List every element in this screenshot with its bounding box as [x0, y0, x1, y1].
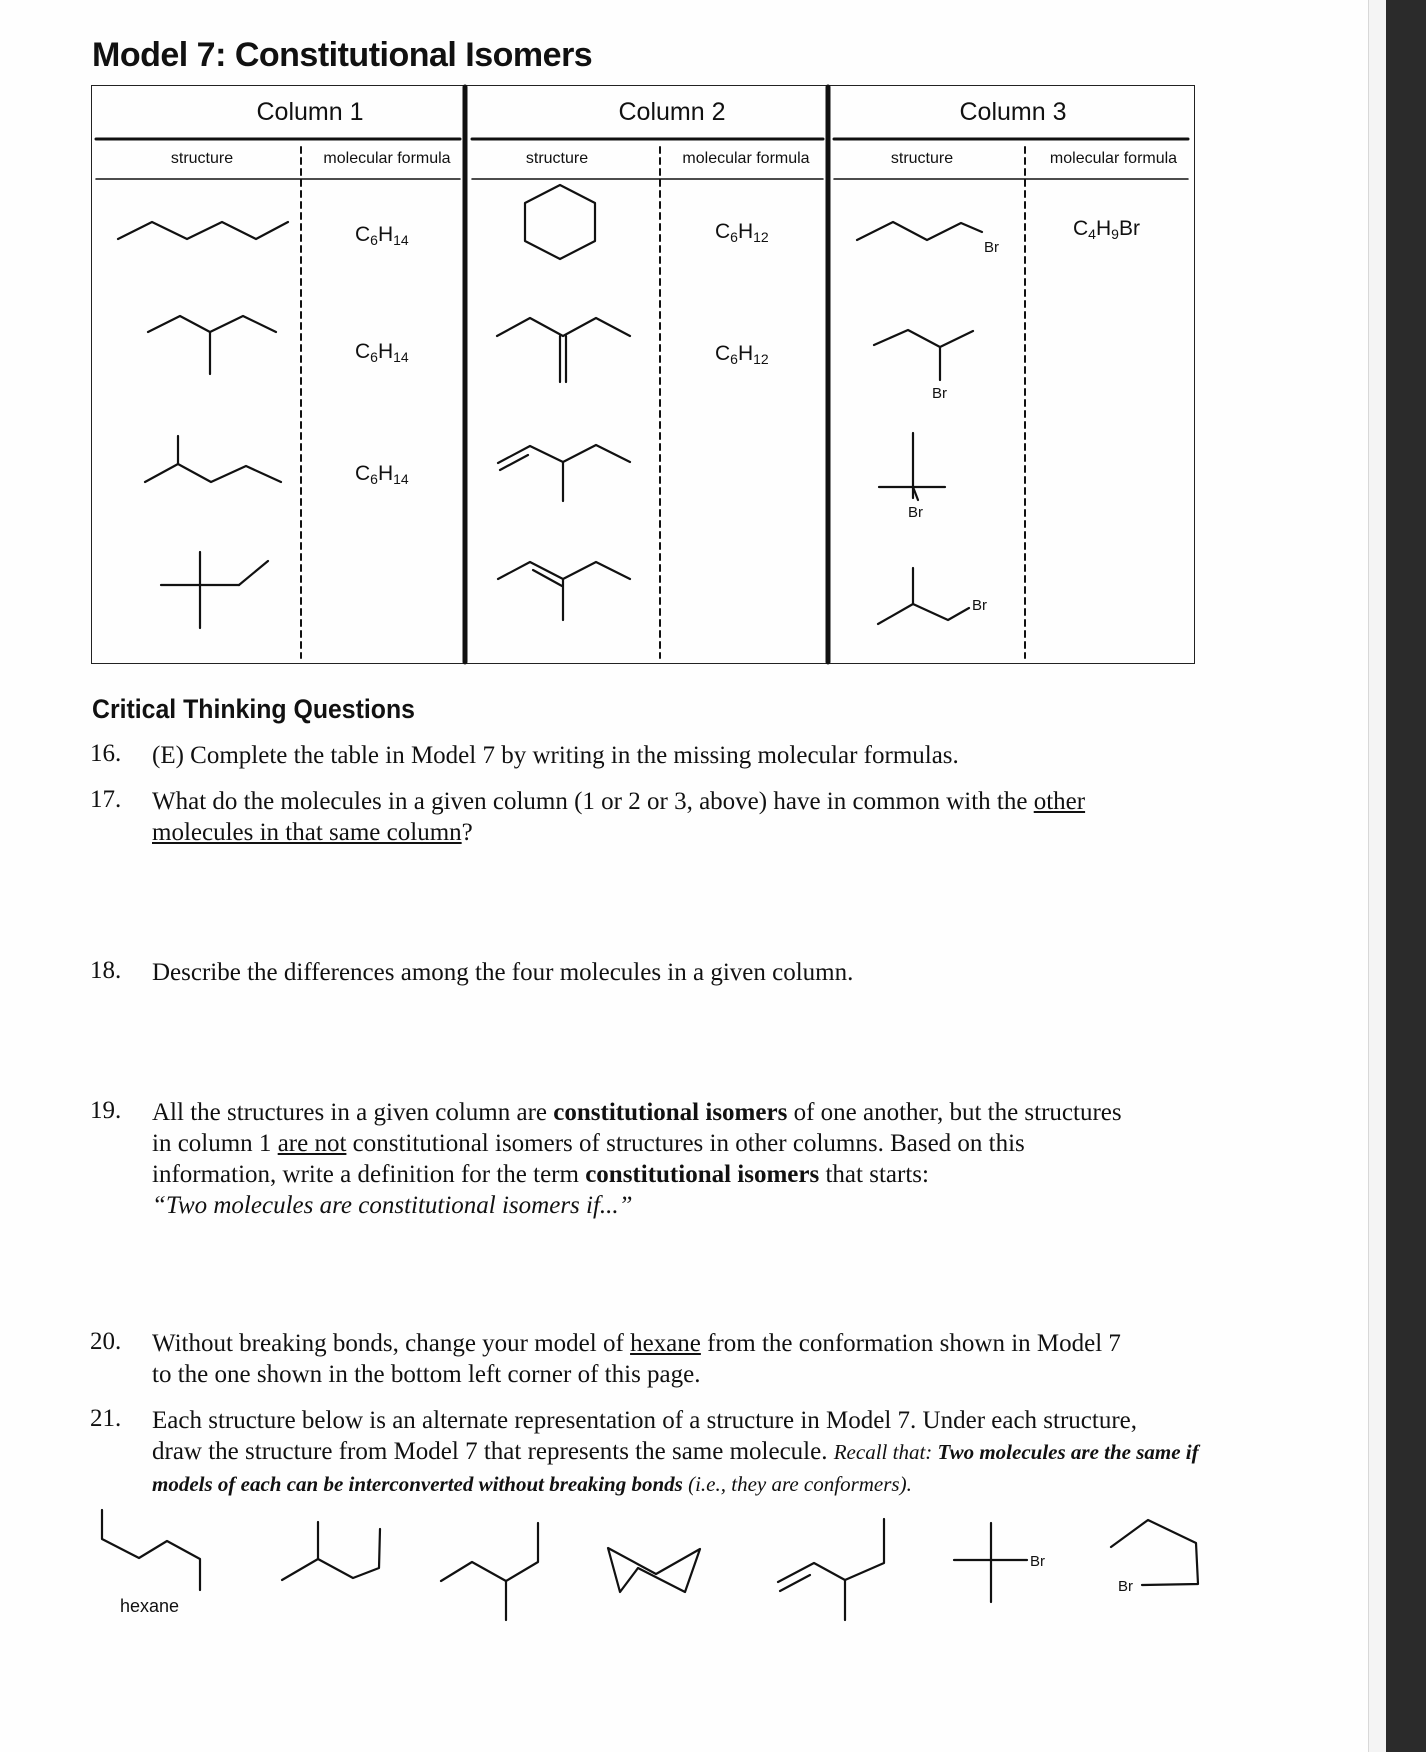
hexane-label: hexane [120, 1596, 180, 1616]
alt-structure-7 [1111, 1520, 1198, 1585]
column-2-title: Column 2 [618, 98, 726, 126]
q20-text: Without breaking bonds, change your model of hexane from the conformation shown in Model 7 to the one shown in the bottom left corner of this page. [152, 1330, 1121, 1388]
hexane-structure [118, 222, 288, 239]
alt-structure-5 [778, 1519, 884, 1582]
chair-cyclohexane-alt [608, 1548, 700, 1592]
alkene-2-double-bond [500, 455, 528, 470]
q20-number: 20. [90, 1328, 122, 1355]
cyclohexane-structure [525, 185, 595, 259]
br-label-3: Br [908, 504, 923, 521]
column-1-title: Column 1 [256, 98, 364, 126]
col2-formula-header: molecular formula [682, 150, 810, 167]
br-label-1: Br [984, 239, 999, 256]
column-3-title: Column 3 [959, 98, 1067, 126]
br-label-2: Br [932, 385, 947, 402]
1-bromobutane-structure [857, 222, 982, 240]
alkene-3-double-bond [533, 570, 562, 586]
hexane-alt-conformer [102, 1510, 200, 1590]
q16-text: (E) Complete the table in Model 7 by writing in the missing molecular formulas. [152, 742, 959, 769]
q19-text: All the structures in a given column are constitutional isomers of one another, but the structures in column 1 are not constitutional isomers of structures in other columns. Based on this information, write a definition for the term constitutional isomers that starts: “Two molecules are constitutional isomers if...” [152, 1099, 1122, 1219]
q19-number: 19. [90, 1097, 122, 1124]
3-methylpentane-structure [145, 464, 281, 482]
col1-formula-3: $C_6H_{14}$ [355, 462, 409, 487]
q21-text: Each structure below is an alternate representation of a structure in Model 7. Under each structure, draw the structure from Model 7 that represents the same molecule. Recall that: Two molecules are the same if models of each can be interconverted without breaking bonds (i.e., they are conformers). [152, 1407, 1199, 1496]
2-bromobutane-structure [874, 330, 973, 347]
col1-formula-2: $C_6H_{14}$ [355, 340, 409, 365]
col2-formula-1: $C_6H_{12}$ [715, 220, 769, 245]
isobutyl-bromide-structure [878, 604, 969, 624]
col2-formula-2: $C_6H_{12}$ [715, 342, 769, 367]
br-label-4: Br [972, 597, 987, 614]
q17-text: What do the molecules in a given column (1 or 2 or 3, above) have in common with the other molecules in that same column? [152, 788, 1086, 846]
alt-structure-3 [441, 1523, 538, 1581]
q21-number: 21. [90, 1405, 122, 1432]
col2-structure-header: structure [525, 150, 589, 167]
page-title: Model 7: Constitutional Isomers [92, 36, 593, 74]
questions-heading: Critical Thinking Questions [92, 694, 415, 724]
alkene-1-structure [497, 318, 630, 336]
q16-number: 16. [90, 740, 122, 767]
col1-formula-1: $C_6H_{14}$ [355, 223, 409, 248]
col1-structure-header: structure [170, 150, 234, 167]
br-label-bottom-1: Br [1030, 1553, 1045, 1570]
alkene-3-structure [498, 562, 630, 579]
br-label-bottom-2: Br [1118, 1578, 1133, 1595]
q17-number: 17. [90, 786, 122, 813]
q18-number: 18. [90, 957, 122, 984]
22-dimethylbutane-tail [239, 561, 268, 585]
col3-structure-header: structure [890, 150, 954, 167]
col3-formula-1: $C_4H_9Br$ [1073, 217, 1140, 242]
alt-structure-2 [282, 1529, 380, 1580]
col1-formula-header: molecular formula [323, 150, 451, 167]
q18-text: Describe the differences among the four molecules in a given column. [152, 959, 854, 986]
2-methylpentane-structure [148, 316, 276, 332]
col3-formula-header: molecular formula [1049, 150, 1178, 167]
